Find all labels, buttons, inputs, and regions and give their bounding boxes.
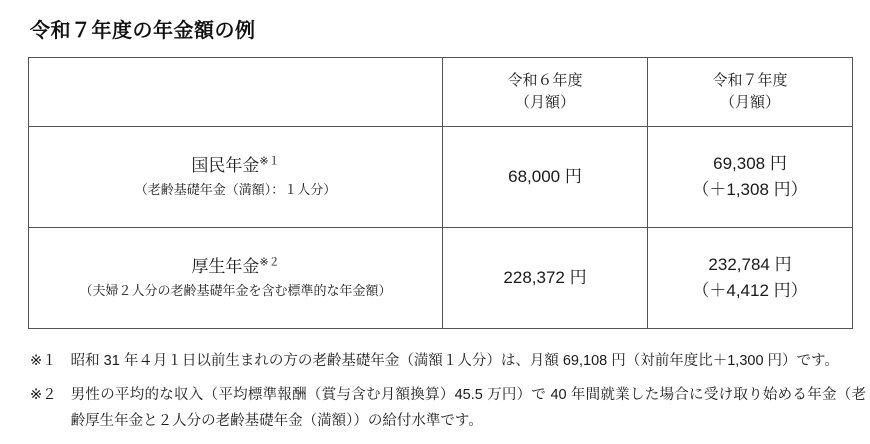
row-label-sub: （夫婦２人分の老齢基礎年金を含む標準的な年金額） [79,283,392,299]
footnote-text: 昭和 31 年４月１日以前生まれの方の老齢基礎年金（満額１人分）は、月額 69,108 円（対前年度比＋1,300 円）です。 [70,353,839,369]
row-label-footnote-marker: ※２ [259,256,280,269]
row-label-text: 国民年金 [191,155,260,175]
row-label-footnote-marker: ※１ [259,155,280,168]
cell-year7-delta: （＋4,412 円） [692,281,808,300]
cell-year7-value: 69,308 円 [713,153,787,173]
cell-year6-amount: 68,000 円 [443,127,648,228]
cell-year7-amount [648,127,853,228]
table-header-year6-line2: （月額） [514,94,575,111]
table-header-year7-line1: 令和７年度 [712,72,788,90]
page-title: 令和７年度の年金額の例 [30,20,256,42]
row-label-main [33,153,438,179]
footnote-marker: ※２ [30,387,57,404]
table-header-blank [29,58,443,127]
cell-year7-value: 232,784 円 [708,254,792,274]
table-header-year6 [443,58,648,127]
table-row [29,127,853,228]
cell-year7-delta: （＋1,308 円） [692,180,808,199]
table-row [29,228,853,329]
row-label-sub: （老齢基礎年金（満額）：１人分） [134,182,337,198]
row-label-kokumin-nenkin [29,127,443,228]
footnote-item [30,349,866,374]
cell-year6-amount: 228,372 円 [443,228,648,329]
table-header-year6-line1: 令和６年度 [507,72,583,90]
row-label-kosei-nenkin [29,228,443,329]
footnotes [30,349,866,434]
footnote-marker: ※１ [30,353,57,369]
footnote-item [30,383,866,434]
table-header-year7-line2: （月額） [719,94,780,111]
footnote-text: 男性の平均的な収入（平均標準報酬（賞与含む月額換算）45.5 万円）で 40 年間就業した場合に受け取り始める年金（老齢厚生年金と２人分の老齢基礎年金（満額））の給付水準です。 [70,387,866,429]
table-header-year7 [648,58,853,127]
row-label-text: 厚生年金 [191,256,260,276]
pension-amount-table [28,57,853,329]
cell-year7-amount [648,228,853,329]
row-label-main [33,254,438,280]
table-header-row [29,58,853,127]
